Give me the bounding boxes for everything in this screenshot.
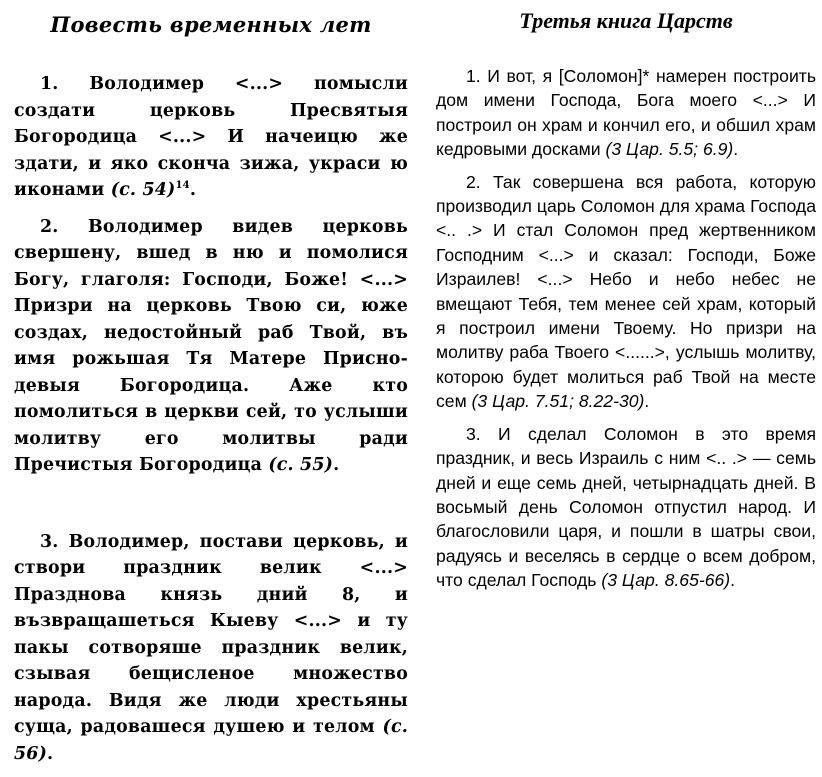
- left-paragraph-3-tail: .: [47, 743, 54, 764]
- right-paragraph-3-tail: .: [730, 570, 736, 591]
- left-paragraph-1-tail: .: [189, 180, 197, 200]
- left-paragraph-1-text: 1. Володимер <...> помысли создати церковь Пресвятыя Богородица <...> И начеицю же здати, и яко сконча зижа, украси ю иконами: [14, 74, 408, 200]
- right-paragraph-3-text: 3. И сделал Соломон в это время праздник, и весь Израиль с ним <.. .> — семь дней и еще семь дней, четырнадцать дней. В восьмый день Соломон отпустил народ. И благословили царя, и пошли в шатры свои, радуясь и веселясь в сердце о всем добром, что сделал Господь: [436, 423, 816, 591]
- right-paragraph-2-text: 2. Так совершена вся работа, которую производил царь Соломон для храма Господа <.. .> И стал Соломон пред жертвенником Господним <...> и сказал: Господи, Боже Израилев! <...> Небо и небо небес не вмещают Тебя, тем менее сей храм, который я построил имени Твоему. Но призри на молитву раба Твоего <......>, услышь молитву, которою будет молиться раб Твой на месте сем: [436, 171, 816, 412]
- left-paragraph-2-text: 2. Володимер видев церковь свершену, вшед в ню и помолися Богу, глаголя: Господи, Боже! <...> Призри на церковь Твою си, юже создах, недостойный раб Твой, въ имя рожьшая Тя Матере Присно-девыя Богородица. Аже кто помолиться в церкви сей, то услыши молитву его молитвы ради Пречистыя Богородица: [14, 216, 408, 475]
- right-paragraph-1-ref: (3 Цар. 5.5; 6.9): [605, 139, 734, 160]
- left-paragraph-3-text: 3. Володимер, постави церковь, и створи праздник велик <...> Празднова князь дний 8, и възвращашеться Кыеву <...> и ту пакы сотворяше праздник велик, сзывая бещисленое множество народа. Видя же люди хрестьяны суща, радовашеся душею и телом: [14, 531, 408, 737]
- left-paragraph-2-tail: .: [333, 455, 340, 475]
- right-paragraph-1: [436, 64, 816, 162]
- left-paragraph-2: [14, 214, 408, 479]
- right-paragraph-2: [436, 170, 816, 414]
- right-paragraph-3-ref: (3 Цар. 8.65-66): [601, 570, 731, 591]
- left-paragraph-1: [14, 71, 408, 204]
- left-paragraph-3-ref: (с. 56): [14, 717, 408, 764]
- right-paragraph-1-tail: .: [733, 139, 739, 160]
- right-paragraph-3: [436, 422, 816, 593]
- left-title: Повесть временных лет: [50, 12, 372, 37]
- left-paragraph-3: [14, 529, 408, 768]
- right-title: Третья книга Царств: [519, 8, 733, 33]
- right-column: [428, 0, 820, 601]
- footnote-marker: 14: [175, 180, 190, 192]
- right-paragraph-2-tail: .: [644, 391, 650, 412]
- left-paragraph-1-ref: (с. 54): [110, 180, 176, 200]
- right-paragraph-1-text: 1. И вот, я [Соломон]* намерен построить дом имени Господа, Бога моего <...> И построил он храм и кончил его, и обшил храм кедровыми досками: [436, 66, 816, 160]
- right-paragraph-2-ref: (3 Цар. 7.51; 8.22-30): [471, 391, 645, 412]
- left-paragraph-2-ref: (с. 55): [268, 455, 334, 475]
